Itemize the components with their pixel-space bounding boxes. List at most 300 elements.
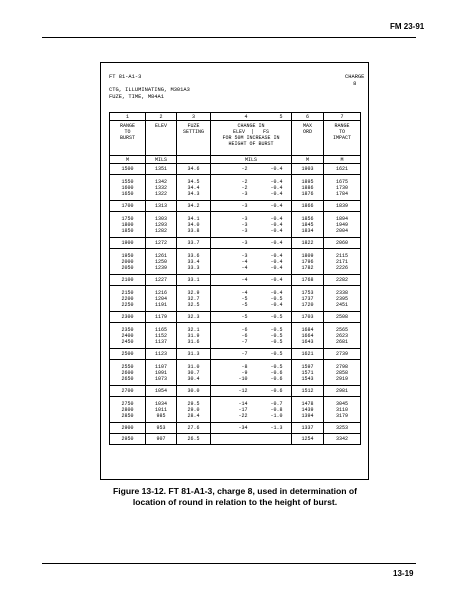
range-to-burst-value: 1700 — [121, 203, 134, 209]
range-to-burst-value: 2800 — [121, 406, 134, 413]
change-fs-value: -0.4 — [270, 227, 283, 234]
footer-rule — [42, 563, 416, 564]
unit: M — [292, 156, 324, 164]
range-to-burst — [110, 386, 146, 397]
elevation-value: 1261 — [154, 252, 167, 259]
change-fs-value: -0.4 — [270, 277, 283, 283]
header-change-in: CHANGE IN ELEV | FS FOR 50M INCREASE IN HEIGHT OF BURST — [211, 121, 292, 156]
max-ord-value: 1337 — [301, 425, 314, 431]
change-fs-value: -0.4 — [270, 289, 283, 296]
fuze-setting-value: 32.7 — [187, 295, 200, 302]
change-in — [211, 286, 292, 312]
range-to-impact-value: 2739 — [335, 351, 348, 357]
change-elev-value: -22 — [238, 412, 248, 419]
max-ord-value: 1866 — [301, 203, 314, 209]
range-to-burst-value: 2950 — [121, 436, 134, 442]
fuze-setting-value: 30.4 — [187, 375, 200, 382]
range-to-impact-value: 2282 — [335, 277, 348, 283]
caption-line-1: Figure 13-12. FT 81-A1-3, charge 8, used in determination of — [112, 486, 358, 496]
change-fs-value: -0.6 — [270, 375, 283, 382]
elevation-value: 1054 — [154, 388, 167, 394]
change-elev-value: -12 — [238, 388, 248, 394]
fuze-setting-value: 34.1 — [187, 215, 200, 222]
range-to-impact-value: 3110 — [335, 406, 348, 413]
elevation — [146, 249, 177, 275]
fuze-setting — [177, 360, 211, 386]
table-row — [110, 175, 361, 201]
change-fs-value: -0.4 — [270, 258, 283, 265]
max-ord-value: 1903 — [301, 166, 314, 172]
header-max-ord: MAX ORD — [292, 121, 324, 156]
range-to-burst-value: 1750 — [121, 215, 134, 222]
range-to-impact — [324, 212, 361, 238]
fuze-setting-value: 33.3 — [187, 264, 200, 271]
max-ord-value: 1856 — [301, 215, 314, 222]
elevation-value: 1227 — [154, 277, 167, 283]
range-to-burst — [110, 397, 146, 423]
table-row — [110, 201, 361, 212]
range-to-burst — [110, 238, 146, 249]
table-title-block — [109, 74, 190, 100]
charge-value: 8 — [353, 80, 357, 87]
change-fs-value: -0.5 — [270, 351, 283, 357]
elevation-value: 1034 — [154, 400, 167, 407]
elevation — [146, 397, 177, 423]
page-number: 13-19 — [393, 569, 414, 578]
elevation — [146, 201, 177, 212]
fuze-setting — [177, 397, 211, 423]
range-to-burst — [110, 212, 146, 238]
change-fs-value: -0.4 — [270, 166, 283, 172]
range-to-impact — [324, 386, 361, 397]
column-number-row — [110, 113, 361, 121]
elevation-value: 1137 — [154, 338, 167, 345]
max-ord — [292, 397, 324, 423]
change-in — [211, 349, 292, 360]
elevation-value: 1011 — [154, 406, 167, 413]
range-to-burst — [110, 360, 146, 386]
range-to-burst-value: 1850 — [121, 227, 134, 234]
column-title-row — [110, 121, 361, 156]
elevation — [146, 312, 177, 323]
change-fs-value: -0.5 — [270, 295, 283, 302]
table-row — [110, 286, 361, 312]
fuze-setting-value: 29.0 — [187, 406, 200, 413]
fuze-setting — [177, 201, 211, 212]
change-elev-value: -4 — [241, 264, 248, 271]
max-ord-value: 1543 — [301, 375, 314, 382]
range-to-burst — [110, 423, 146, 434]
table-row — [110, 397, 361, 423]
header-range-to-burst: RANGE TO BURST — [110, 121, 146, 156]
range-to-burst — [110, 349, 146, 360]
range-to-burst-value: 2250 — [121, 301, 134, 308]
range-to-burst — [110, 249, 146, 275]
range-to-burst — [110, 201, 146, 212]
max-ord-value: 1478 — [301, 400, 314, 407]
range-to-impact-value: 2338 — [335, 289, 348, 296]
range-to-burst-value: 2500 — [121, 351, 134, 357]
charge-label: CHARGE — [345, 74, 365, 80]
change-in — [211, 212, 292, 238]
elevation — [146, 212, 177, 238]
range-to-burst — [110, 323, 146, 349]
elevation-value: 1250 — [154, 258, 167, 265]
change-elev-value: -2 — [241, 184, 248, 191]
range-to-burst — [110, 175, 146, 201]
max-ord-value: 1809 — [301, 252, 314, 259]
change-in — [211, 175, 292, 201]
elevation — [146, 360, 177, 386]
fuze-setting-value: 31.0 — [187, 363, 200, 370]
range-to-burst-value: 2600 — [121, 369, 134, 376]
range-to-impact-value: 1839 — [335, 203, 348, 209]
change-elev-value: -6 — [241, 332, 248, 339]
col-num: 1 — [110, 113, 146, 121]
range-to-impact-value: 3045 — [335, 400, 348, 407]
change-fs-value: -0.4 — [270, 203, 283, 209]
range-to-impact-value: 2226 — [335, 264, 348, 271]
range-to-burst-value: 2100 — [121, 277, 134, 283]
fuze-setting-value: 33.8 — [187, 227, 200, 234]
elevation-value: 1204 — [154, 295, 167, 302]
caption-line-2: location of round in relation to the height of burst. — [132, 497, 338, 507]
fuze-setting-value: 34.4 — [187, 184, 200, 191]
range-to-impact-value: 1675 — [335, 178, 348, 185]
range-to-impact — [324, 249, 361, 275]
fuze-setting-value: 34.2 — [187, 203, 200, 209]
range-to-impact-value: 2060 — [335, 240, 348, 246]
elevation — [146, 323, 177, 349]
elevation-value: 1282 — [154, 227, 167, 234]
max-ord — [292, 323, 324, 349]
max-ord — [292, 164, 324, 175]
range-to-impact-value: 1621 — [335, 166, 348, 172]
max-ord-value: 1684 — [301, 326, 314, 333]
units-row — [110, 156, 361, 164]
change-fs-value: -0.8 — [270, 406, 283, 413]
fuze-setting-value: 32.9 — [187, 289, 200, 296]
col-num: 6 — [292, 113, 324, 121]
range-to-impact — [324, 423, 361, 434]
fuze-setting — [177, 238, 211, 249]
change-elev-value: -4 — [241, 258, 248, 265]
col-num: 2 — [146, 113, 177, 121]
max-ord-value: 1782 — [301, 264, 314, 271]
header-range-to-impact: RANGE TO IMPACT — [324, 121, 361, 156]
max-ord-value: 1845 — [301, 221, 314, 228]
max-ord — [292, 386, 324, 397]
range-to-impact-value: 2004 — [335, 227, 348, 234]
range-to-impact-value: 2508 — [335, 314, 348, 320]
range-to-impact — [324, 434, 361, 445]
fuze-setting — [177, 175, 211, 201]
range-to-burst-value: 2900 — [121, 425, 134, 431]
fuze-setting-value: 32.3 — [187, 314, 200, 320]
col-num: 5 — [279, 113, 283, 120]
max-ord-value: 1720 — [301, 301, 314, 308]
fuze-setting-value: 30.7 — [187, 369, 200, 376]
range-to-impact-value: 1894 — [335, 215, 348, 222]
elevation-value: 953 — [156, 425, 166, 431]
range-to-burst — [110, 164, 146, 175]
firing-table-frame — [100, 62, 369, 480]
change-elev-value: -5 — [241, 301, 248, 308]
range-to-impact-value: 1730 — [335, 184, 348, 191]
range-to-burst-value: 1800 — [121, 221, 134, 228]
range-to-impact-value: 2919 — [335, 375, 348, 382]
elevation-value: 1152 — [154, 332, 167, 339]
fuze-setting-value: 32.5 — [187, 301, 200, 308]
max-ord-value: 1768 — [301, 277, 314, 283]
change-elev-value: -3 — [241, 215, 248, 222]
table-row — [110, 249, 361, 275]
change-fs-value: -0.5 — [270, 314, 283, 320]
unit: M — [110, 156, 146, 164]
range-to-burst-value: 2200 — [121, 295, 134, 302]
fuze-setting-value: 33.7 — [187, 240, 200, 246]
change-elev-value: -2 — [241, 166, 248, 172]
elevation-value: 1216 — [154, 289, 167, 296]
max-ord-value: 1597 — [301, 363, 314, 370]
max-ord-value: 1796 — [301, 258, 314, 265]
elevation-value: 1293 — [154, 221, 167, 228]
max-ord — [292, 201, 324, 212]
elevation-value: 1351 — [154, 166, 167, 172]
change-elev-value: -3 — [241, 190, 248, 197]
change-elev-value: -7 — [241, 351, 248, 357]
max-ord — [292, 175, 324, 201]
table-row — [110, 212, 361, 238]
change-in — [211, 360, 292, 386]
fuze-setting-value: 26.5 — [187, 436, 200, 442]
change-in — [211, 423, 292, 434]
unit: MILS — [146, 156, 177, 164]
range-to-impact-value: 2981 — [335, 388, 348, 394]
elevation — [146, 386, 177, 397]
firing-table — [109, 112, 361, 445]
change-fs-value: -0.5 — [270, 332, 283, 339]
fuze-setting — [177, 249, 211, 275]
range-to-impact-value: 3253 — [335, 425, 348, 431]
change-fs-value: -0.4 — [270, 190, 283, 197]
range-to-burst — [110, 286, 146, 312]
fuze-setting — [177, 212, 211, 238]
elevation — [146, 286, 177, 312]
range-to-burst-value: 1500 — [121, 166, 134, 172]
table-row — [110, 312, 361, 323]
header-fuze-setting: FUZE SETTING — [177, 121, 211, 156]
change-elev-value: -9 — [241, 369, 248, 376]
fuze-setting-value: 34.5 — [187, 178, 200, 185]
table-title: FT 81-A1-3 — [109, 74, 142, 80]
elevation-value: 1073 — [154, 375, 167, 382]
max-ord-value: 1737 — [301, 295, 314, 302]
range-to-impact-value: 2565 — [335, 326, 348, 333]
elevation-value: 1332 — [154, 184, 167, 191]
table-row — [110, 349, 361, 360]
header-elev: ELEV — [146, 121, 177, 156]
range-to-burst — [110, 312, 146, 323]
figure-caption — [70, 486, 400, 508]
range-to-impact — [324, 360, 361, 386]
range-to-burst-value: 2050 — [121, 264, 134, 271]
col-num-pair — [211, 113, 292, 121]
change-elev-value: -2 — [241, 178, 248, 185]
max-ord — [292, 249, 324, 275]
change-fs-value: -0.4 — [270, 221, 283, 228]
change-in — [211, 275, 292, 286]
fuze-setting-value: 31.9 — [187, 332, 200, 339]
fuze-setting-value: 29.5 — [187, 400, 200, 407]
fuze-setting — [177, 423, 211, 434]
unit: MILS — [211, 156, 292, 164]
max-ord — [292, 238, 324, 249]
change-fs-value: -0.4 — [270, 252, 283, 259]
elevation-value: 1191 — [154, 301, 167, 308]
max-ord-value: 1512 — [301, 388, 314, 394]
change-elev-value: -5 — [241, 314, 248, 320]
change-elev-value: -14 — [238, 400, 248, 407]
range-to-impact — [324, 286, 361, 312]
change-fs-value: -0.5 — [270, 338, 283, 345]
range-to-impact — [324, 323, 361, 349]
fuze-setting-value: 34.0 — [187, 221, 200, 228]
max-ord — [292, 212, 324, 238]
range-to-impact-value: 2171 — [335, 258, 348, 265]
elevation-value: 1272 — [154, 240, 167, 246]
change-elev-value: -3 — [241, 252, 248, 259]
elevation — [146, 175, 177, 201]
change-fs-value: -1.3 — [270, 425, 283, 431]
range-to-impact — [324, 275, 361, 286]
change-elev-value: -6 — [241, 326, 248, 333]
change-elev-value: -3 — [241, 240, 248, 246]
max-ord — [292, 275, 324, 286]
max-ord-value: 1753 — [301, 289, 314, 296]
fuze-setting — [177, 434, 211, 445]
range-to-burst-value: 2650 — [121, 375, 134, 382]
fuze-setting-value: 33.1 — [187, 277, 200, 283]
range-to-burst-value: 2300 — [121, 314, 134, 320]
change-fs-value: -0.7 — [270, 400, 283, 407]
elevation-value: 1303 — [154, 215, 167, 222]
change-in — [211, 249, 292, 275]
max-ord-value: 1254 — [301, 436, 314, 442]
fuze-setting — [177, 323, 211, 349]
range-to-impact-value: 2858 — [335, 369, 348, 376]
range-to-burst-value: 2750 — [121, 400, 134, 407]
range-to-impact — [324, 164, 361, 175]
range-to-impact-value: 1949 — [335, 221, 348, 228]
table-row — [110, 386, 361, 397]
range-to-impact-value: 2798 — [335, 363, 348, 370]
range-to-impact-value: 2395 — [335, 295, 348, 302]
range-to-burst-value: 2400 — [121, 332, 134, 339]
change-elev-value: -3 — [241, 227, 248, 234]
charge-block — [345, 74, 364, 87]
fuze-setting — [177, 286, 211, 312]
change-fs-value: -0.4 — [270, 240, 283, 246]
max-ord — [292, 423, 324, 434]
range-to-burst-value: 2000 — [121, 258, 134, 265]
range-to-impact-value: 1784 — [335, 190, 348, 197]
elevation — [146, 275, 177, 286]
fuze-setting-value: 32.1 — [187, 326, 200, 333]
range-to-burst-value: 1650 — [121, 190, 134, 197]
fuze-setting-value: 33.4 — [187, 258, 200, 265]
max-ord-value: 1664 — [301, 332, 314, 339]
range-to-impact-value: 3179 — [335, 412, 348, 419]
fuze-setting-value: 34.6 — [187, 166, 200, 172]
range-to-burst — [110, 434, 146, 445]
range-to-impact — [324, 238, 361, 249]
fuze-setting — [177, 349, 211, 360]
range-to-impact-value: 2115 — [335, 252, 348, 259]
change-fs-value: -0.6 — [270, 369, 283, 376]
change-fs-value: -0.4 — [270, 264, 283, 271]
max-ord-value: 1876 — [301, 190, 314, 197]
change-fs-value: -1.0 — [270, 412, 283, 419]
elevation-value: 1123 — [154, 351, 167, 357]
range-to-burst-value: 2450 — [121, 338, 134, 345]
elevation-value: 1179 — [154, 314, 167, 320]
fuze-setting — [177, 164, 211, 175]
unit: M — [324, 156, 361, 164]
max-ord-value: 1439 — [301, 406, 314, 413]
change-fs-value: -0.4 — [270, 301, 283, 308]
elevation-value: 985 — [156, 412, 166, 419]
table-row — [110, 238, 361, 249]
max-ord-value: 1621 — [301, 351, 314, 357]
change-in — [211, 386, 292, 397]
max-ord — [292, 349, 324, 360]
change-elev-value: -7 — [241, 338, 248, 345]
change-fs-value: -0.4 — [270, 184, 283, 191]
change-in — [211, 397, 292, 423]
range-to-burst-value: 1600 — [121, 184, 134, 191]
max-ord-value: 1822 — [301, 240, 314, 246]
max-ord-value: 1394 — [301, 412, 314, 419]
change-elev-value: -3 — [241, 203, 248, 209]
change-elev-value: -8 — [241, 363, 248, 370]
unit — [177, 156, 211, 164]
elevation — [146, 238, 177, 249]
fuze-name: FUZE, TIME, M84A1 — [109, 93, 164, 100]
manual-code: FM 23-91 — [390, 22, 425, 31]
range-to-burst — [110, 275, 146, 286]
elevation-value: 907 — [156, 436, 166, 442]
range-to-burst-value: 1550 — [121, 178, 134, 185]
max-ord — [292, 360, 324, 386]
max-ord-value: 1895 — [301, 178, 314, 185]
elevation-value: 1091 — [154, 369, 167, 376]
fuze-setting-value: 30.0 — [187, 388, 200, 394]
table-row — [110, 164, 361, 175]
range-to-impact-value: 2451 — [335, 301, 348, 308]
table-row — [110, 275, 361, 286]
range-to-impact — [324, 201, 361, 212]
elevation-value: 1313 — [154, 203, 167, 209]
range-to-impact — [324, 349, 361, 360]
change-elev-value: -3 — [241, 221, 248, 228]
change-elev-value: -17 — [238, 406, 248, 413]
range-to-burst-value: 1900 — [121, 240, 134, 246]
elevation-value: 1342 — [154, 178, 167, 185]
change-in — [211, 434, 292, 445]
range-to-burst-value: 2350 — [121, 326, 134, 333]
range-to-impact-value: 2681 — [335, 338, 348, 345]
